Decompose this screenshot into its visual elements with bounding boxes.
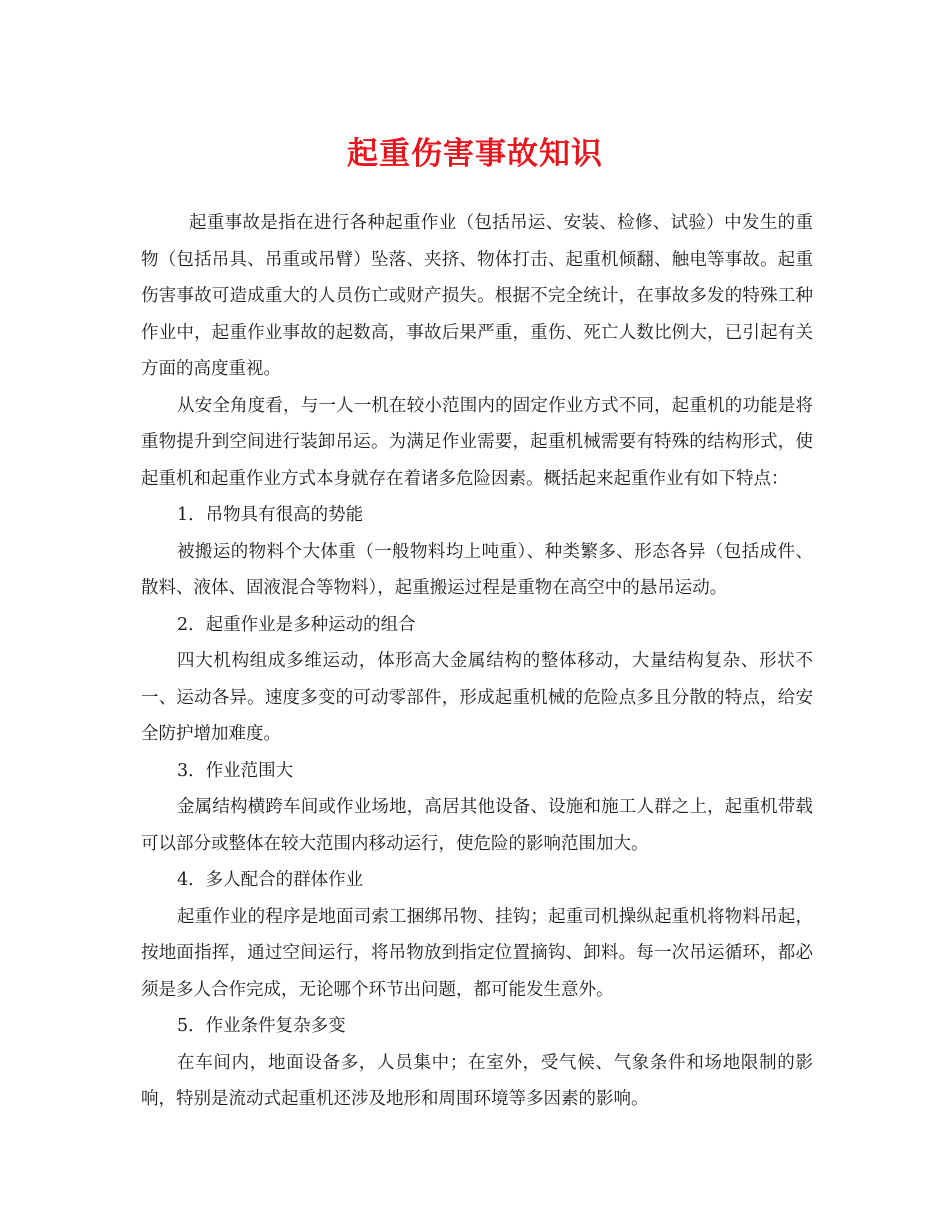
section-heading-4: 4．多人配合的群体作业 <box>177 870 364 890</box>
paragraph-section-5: 在车间内，地面设备多，人员集中；在室外，受气候、气象条件和场地限制的影响，特别是流动式起重机还涉及地形和周围环境等多因素的影响。 <box>141 1052 813 1109</box>
paragraph-intro: 起重事故是指在进行各种起重作业（包括吊运、安装、检修、试验）中发生的重物（包括吊具、吊重或吊臂）坠落、夹挤、物体打击、起重机倾翻、触电等事故。起重伤害事故可造成重大的人员伤亡或财产损失。根据不完全统计，在事故多发的特殊工种作业中，起重作业事故的起数高，事故后果严重，重伤、死亡人数比例大，已引起有关方面的高度重视。 <box>141 213 813 379</box>
document-title: 起重伤害事故知识 <box>347 136 603 172</box>
section-heading-3: 3．作业范围大 <box>177 760 294 781</box>
section-heading-5: 5．作业条件复杂多变 <box>177 1016 346 1036</box>
section-heading-2: 2．起重作业是多种运动的组合 <box>177 614 416 635</box>
section-heading-1: 1．吊物具有很高的势能 <box>177 505 364 525</box>
paragraph-section-1: 被搬运的物料个大体重（一般物料均上吨重）、种类繁多、形态各异（包括成件、散料、液体、固液混合等物料），起重搬运过程是重物在高空中的悬吊运动。 <box>141 541 813 598</box>
document-body <box>141 205 813 1118</box>
paragraph-section-2: 四大机构组成多维运动，体形高大金属结构的整体移动，大量结构复杂、形状不一、运动各异。速度多变的可动零部件，形成起重机械的危险点多且分散的特点，给安全防护增加难度。 <box>141 651 813 744</box>
paragraph-safety-perspective: 从安全角度看，与一人一机在较小范围内的固定作业方式不同，起重机的功能是将重物提升到空间进行装卸吊运。为满足作业需要，起重机械需要有特殊的结构形式，使起重机和起重作业方式本身就存在着诸多危险因素。概括起来起重作业有如下特点： <box>141 395 813 489</box>
paragraph-section-3: 金属结构横跨车间或作业场地，高居其他设备、设施和施工人群之上，起重机带载可以部分或整体在较大范围内移动运行，使危险的影响范围加大。 <box>141 797 813 854</box>
paragraph-section-4: 起重作业的程序是地面司索工捆绑吊物、挂钩；起重司机操纵起重机将物料吊起，按地面指挥，通过空间运行，将吊物放到指定位置摘钩、卸料。每一次吊运循环，都必须是多人合作完成，无论哪个环节出问题，都可能发生意外。 <box>141 906 813 1000</box>
